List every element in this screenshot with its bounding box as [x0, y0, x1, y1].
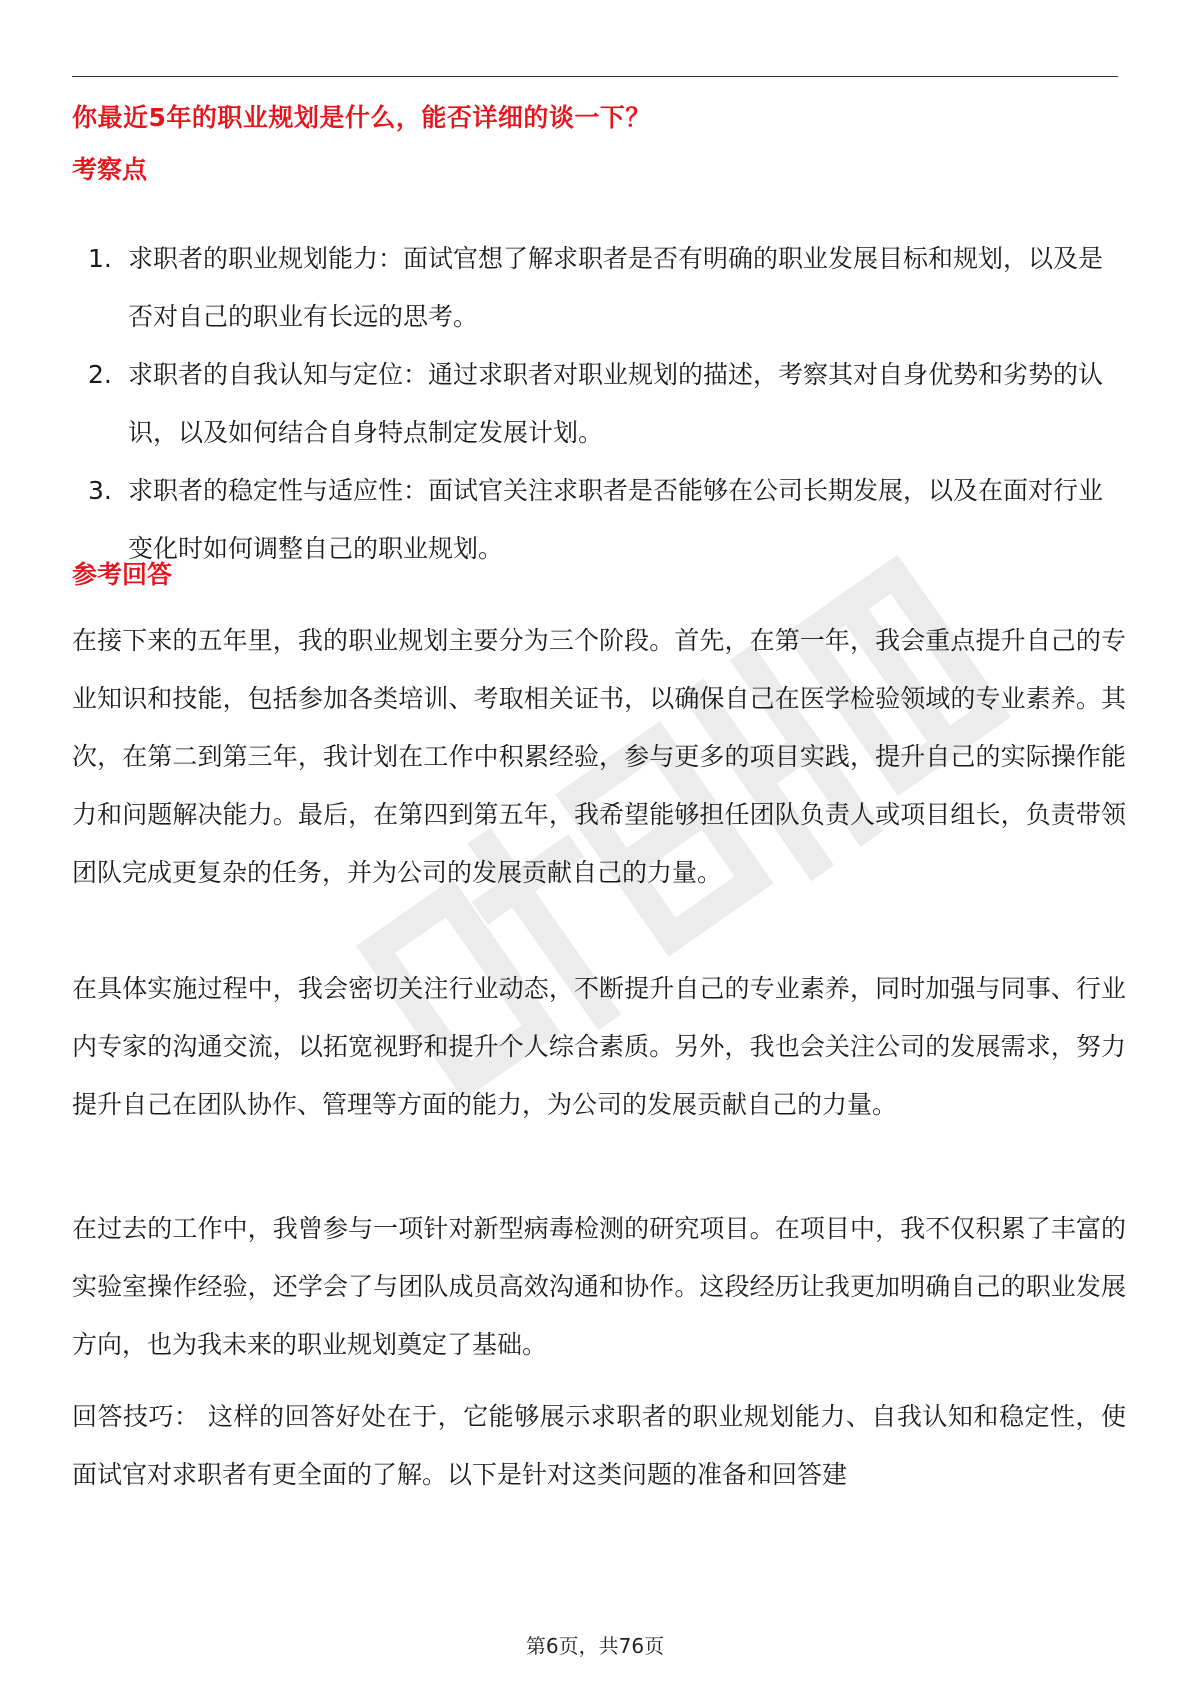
top-divider [72, 76, 1118, 77]
question-title: 你最近5年的职业规划是什么，能否详细的谈一下？ [72, 103, 651, 132]
answer-tips-paragraph: 回答技巧： 这样的回答好处在于，它能够展示求职者的职业规划能力、自我认知和稳定性，使面试官对求职者有更全面的了解。以下是针对这类问题的准备和回答建 [72, 1402, 1126, 1489]
focus-heading: 考察点 [72, 155, 148, 184]
answer-paragraph: 在接下来的五年里，我的职业规划主要分为三个阶段。首先，在第一年，我会重点提升自己的专业知识和技能，包括参加各类培训、考取相关证书，以确保自己在医学检验领域的专业素养。其次，在第二到第三年，我计划在工作中积累经验，参与更多的项目实践，提升自己的实际操作能力和问题解决能力。最后，在第四到第五年，我希望能够担任团队负责人或项目组长，负责带领团队完成更复杂的任务，并为公司的发展贡献自己的力量。 [72, 626, 1126, 887]
focus-point-item [72, 346, 1118, 462]
answer-heading: 参考回答 [72, 560, 173, 589]
focus-point-number: 1. [88, 244, 112, 273]
page-number-footer: 第6页，共76页 [525, 1634, 665, 1658]
focus-points-list [72, 230, 1118, 578]
focus-point-text: 求职者的自我认知与定位：通过求职者对职业规划的描述，考察其对自身优势和劣势的认识，以及如何结合自身特点制定发展计划。 [128, 360, 1104, 447]
answer-paragraph: 在过去的工作中，我曾参与一项针对新型病毒检测的研究项目。在项目中，我不仅积累了丰富的实验室操作经验，还学会了与团队成员高效沟通和协作。这段经历让我更加明确自己的职业发展方向，也为我未来的职业规划奠定了基础。 [72, 1214, 1126, 1359]
focus-point-number: 3. [88, 476, 112, 505]
focus-point-item [72, 462, 1118, 578]
answer-paragraph: 在具体实施过程中，我会密切关注行业动态，不断提升自己的专业素养，同时加强与同事、行业内专家的沟通交流，以拓宽视野和提升个人综合素质。另外，我也会关注公司的发展需求，努力提升自己在团队协作、管理等方面的能力，为公司的发展贡献自己的力量。 [72, 974, 1126, 1119]
focus-point-item [72, 230, 1118, 346]
focus-point-number: 2. [88, 360, 112, 389]
focus-point-text: 求职者的稳定性与适应性：面试官关注求职者是否能够在公司长期发展，以及在面对行业变化时如何调整自己的职业规划。 [128, 476, 1104, 563]
focus-point-text: 求职者的职业规划能力：面试官想了解求职者是否有明确的职业发展目标和规划，以及是否对自己的职业有长远的思考。 [128, 244, 1104, 331]
